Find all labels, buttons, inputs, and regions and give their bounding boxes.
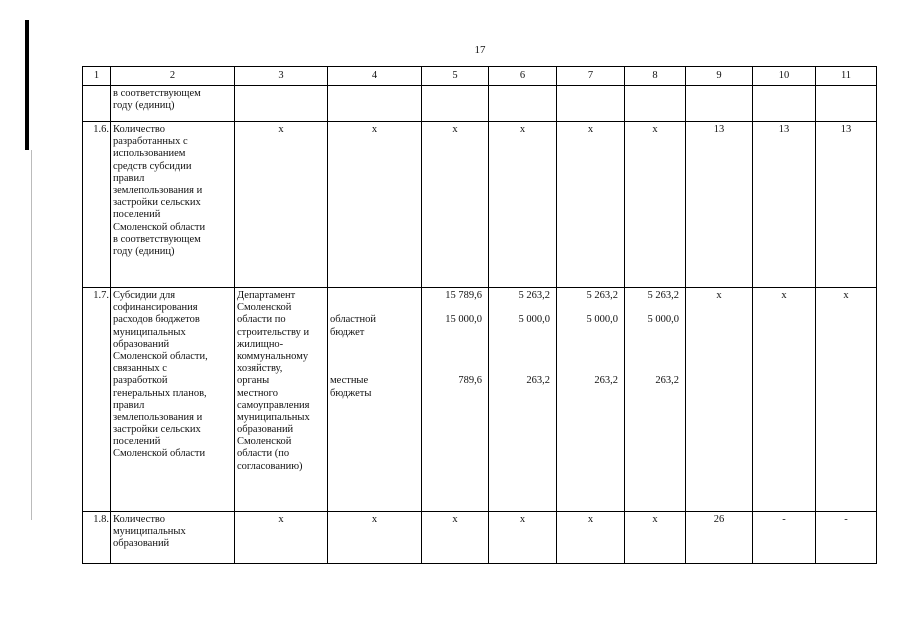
amount-cell: 5 263,2 5 000,0 263,2 — [625, 288, 686, 512]
cell-value: х — [816, 288, 877, 512]
cell — [816, 86, 877, 122]
cell-value: х — [625, 122, 686, 288]
row-number: 1.7. — [83, 288, 111, 512]
cell-value: х — [557, 122, 625, 288]
cell-value: х — [686, 288, 753, 512]
cell-value: 13 — [816, 122, 877, 288]
cell-value: х — [557, 512, 625, 564]
amount-cell: 5 263,2 5 000,0 263,2 — [489, 288, 557, 512]
col-header: 5 — [422, 67, 489, 86]
indicator-name-cell: Количество муниципальных образований — [111, 512, 235, 564]
col-header: 2 — [111, 67, 235, 86]
cell-value: х — [489, 512, 557, 564]
indicator-name-cell: Количество разработанных с использованием средств субсидии правил землепользования и застройки сельских поселений Смоленской области в соответствующем году (единиц) — [111, 122, 235, 288]
cell — [235, 86, 328, 122]
cell-value: х — [328, 512, 422, 564]
cell-value: 13 — [686, 122, 753, 288]
cell-value: х — [328, 122, 422, 288]
cell-value: х — [422, 122, 489, 288]
cell-value: - — [753, 512, 816, 564]
table-row-1-8 — [83, 512, 877, 564]
col-header: 1 — [83, 67, 111, 86]
cell-value: х — [235, 122, 328, 288]
cell — [686, 86, 753, 122]
amount-cell: 15 789,6 15 000,0 789,6 — [422, 288, 489, 512]
table-row-1-7 — [83, 288, 877, 512]
col-header: 8 — [625, 67, 686, 86]
row-number: 1.8. — [83, 512, 111, 564]
funding-source-cell: областной бюджет местные бюджеты — [328, 288, 422, 512]
cell — [625, 86, 686, 122]
col-header: 6 — [489, 67, 557, 86]
cell-value: х — [422, 512, 489, 564]
cell-value: - — [816, 512, 877, 564]
margin-bar — [25, 20, 29, 150]
margin-line — [31, 150, 32, 520]
col-header: 9 — [686, 67, 753, 86]
cell — [83, 86, 111, 122]
col-header: 3 — [235, 67, 328, 86]
cell-value: х — [753, 288, 816, 512]
cell-value: х — [235, 512, 328, 564]
col-header: 7 — [557, 67, 625, 86]
cell-value: х — [489, 122, 557, 288]
cell — [328, 86, 422, 122]
cell-value: 26 — [686, 512, 753, 564]
table-row-continuation — [83, 86, 877, 122]
col-header: 10 — [753, 67, 816, 86]
col-header: 11 — [816, 67, 877, 86]
row-number: 1.6. — [83, 122, 111, 288]
cell-value: х — [625, 512, 686, 564]
page-number: 17 — [474, 44, 486, 56]
table-row-1-6 — [83, 122, 877, 288]
cell-value: 13 — [753, 122, 816, 288]
header-row — [83, 67, 877, 86]
col-header: 4 — [328, 67, 422, 86]
amount-cell: 5 263,2 5 000,0 263,2 — [557, 288, 625, 512]
cell — [422, 86, 489, 122]
indicator-name-cell: Субсидии для софинансирования расходов бюджетов муниципальных образований Смоленской области, связанных с разработкой генеральных планов, правил землепользования и застройки сельских поселений Смоленской области — [111, 288, 235, 512]
cell — [753, 86, 816, 122]
cell — [557, 86, 625, 122]
responsible-executor-cell: Департамент Смоленской области по строительству и жилищно- коммунальному хозяйству, органы местного самоуправления муниципальных образований Смоленской области (по согласованию) — [235, 288, 328, 512]
budget-table — [82, 66, 877, 564]
cell — [489, 86, 557, 122]
indicator-name-cell: в соответствующем году (единиц) — [111, 86, 235, 122]
